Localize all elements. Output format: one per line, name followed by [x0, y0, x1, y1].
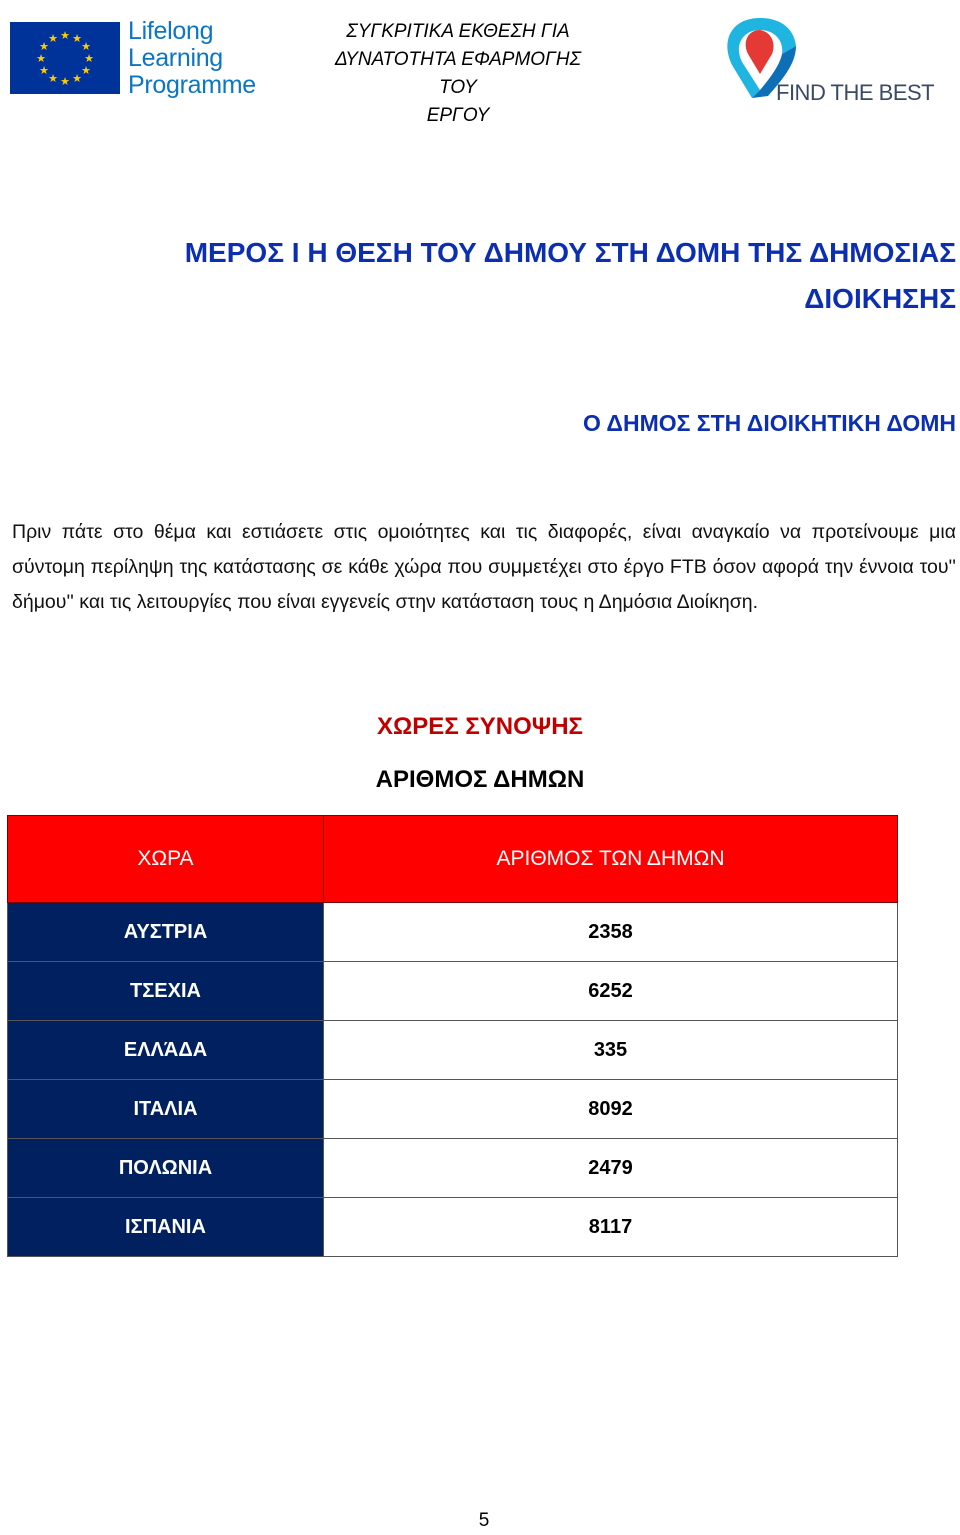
count-cell: 2358	[324, 903, 898, 962]
table-title: ΧΩΡΕΣ ΣΥΝΟΨΗΣ	[377, 713, 583, 740]
svg-text:★: ★	[72, 72, 82, 85]
table-row	[8, 903, 898, 962]
count-cell: 335	[324, 1021, 898, 1080]
eu-flag-logo	[10, 22, 120, 94]
header-title-line2: ΔΥΝΑΤΟΤΗΤΑ ΕΦΑΡΜΟΓΗΣ ΤΟΥ	[334, 49, 582, 98]
column-header-municipalities: ΑΡΙΘΜΟΣ ΤΩΝ ΔΗΜΩΝ	[324, 816, 898, 903]
table-row	[8, 962, 898, 1021]
program-logo-line1: Lifelong	[128, 17, 214, 45]
table-row	[8, 1198, 898, 1257]
count-cell: 8117	[324, 1198, 898, 1257]
column-header-country: ΧΩΡΑ	[8, 816, 324, 903]
program-logo-line3: Programme	[128, 71, 256, 99]
section-title-line1: ΜΕΡΟΣ Ι Η ΘΕΣΗ ΤΟΥ ΔΗΜΟΥ ΣΤΗ ΔΟΜΗ ΤΗΣ ΔΗΜΟΣΙΑΣ	[184, 237, 956, 268]
svg-text:★: ★	[84, 52, 94, 65]
section-title-line2: ΔΙΟΙΚΗΣΗΣ	[804, 283, 956, 314]
country-cell: ΙΤΑΛΙΑ	[8, 1080, 324, 1139]
country-cell: ΑΥΣΤΡΙΑ	[8, 903, 324, 962]
header-title-line3: ΕΡΓΟΥ	[426, 105, 490, 126]
table-row	[8, 1080, 898, 1139]
svg-text:★: ★	[48, 72, 58, 85]
svg-text:★: ★	[36, 52, 46, 65]
country-cell: ΤΣΕΧΙΑ	[8, 962, 324, 1021]
country-cell: ΠΟΛΩΝΙΑ	[8, 1139, 324, 1198]
header-title-line1: ΣΥΓΚΡΙΤΙΚΑ ΕΚΘΕΣΗ ΓΙΑ	[346, 21, 570, 42]
svg-text:★: ★	[60, 29, 70, 42]
svg-text:★: ★	[81, 64, 91, 77]
table-row	[8, 1021, 898, 1080]
svg-text:★: ★	[81, 40, 91, 53]
country-cell: ΕΛΛΆΔΑ	[8, 1021, 324, 1080]
subsection-title: Ο ΔΗΜΟΣ ΣΤΗ ΔΙΟΙΚΗΤΙΚΗ ΔΟΜΗ	[583, 410, 956, 436]
find-the-best-logo-text: FIND THE BEST	[776, 80, 935, 105]
country-cell: ΙΣΠΑΝΙΑ	[8, 1198, 324, 1257]
table-row	[8, 1139, 898, 1198]
section-title	[60, 230, 956, 322]
table-header-row	[8, 816, 898, 903]
count-cell: 8092	[324, 1080, 898, 1139]
svg-text:★: ★	[39, 40, 49, 53]
intro-paragraph: Πριν πάτε στο θέμα και εστιάσετε στις ομοιότητες και τις διαφορές, είναι αναγκαίο να προτείνουμε μια σύντομη περίληψη της κατάστασης σε κάθε χώρα που συμμετέχει στο έργο FTB όσον αφορά την έννοια του'' δήμου'' και τις λειτουργίες που είναι εγγενείς στην κατάσταση τους η Δημόσια Διοίκηση.	[12, 521, 956, 613]
program-logo-text	[128, 18, 288, 99]
municipalities-table	[7, 815, 898, 1257]
program-logo-line2: Learning	[128, 44, 223, 72]
svg-text:★: ★	[60, 75, 70, 88]
count-cell: 6252	[324, 962, 898, 1021]
document-header-title	[318, 18, 598, 130]
count-cell: 2479	[324, 1139, 898, 1198]
svg-text:★: ★	[72, 32, 82, 45]
table-subtitle: ΑΡΙΘΜΟΣ ΔΗΜΩΝ	[375, 766, 585, 793]
svg-text:★: ★	[48, 32, 58, 45]
page-number: 5	[478, 1510, 490, 1531]
svg-text:★: ★	[39, 64, 49, 77]
